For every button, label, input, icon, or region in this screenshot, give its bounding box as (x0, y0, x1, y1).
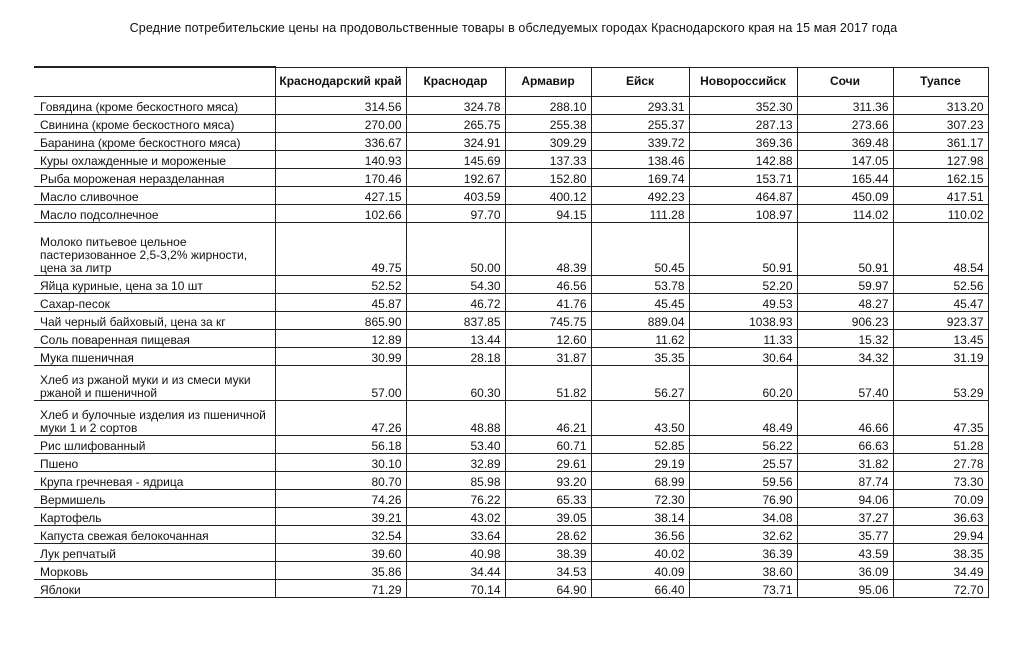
table-row (34, 366, 988, 401)
price-cell: 43.02 (406, 508, 505, 526)
column-header: Краснодарский край (275, 67, 406, 97)
price-cell: 110.02 (893, 205, 988, 223)
price-cell: 70.09 (893, 490, 988, 508)
product-name: Морковь (34, 562, 275, 580)
price-cell: 52.85 (591, 436, 689, 454)
price-cell: 923.37 (893, 312, 988, 330)
price-cell: 745.75 (505, 312, 591, 330)
price-cell: 352.30 (689, 97, 797, 115)
price-cell: 34.08 (689, 508, 797, 526)
price-cell: 53.29 (893, 366, 988, 401)
table-row (34, 436, 988, 454)
price-cell: 111.28 (591, 205, 689, 223)
price-cell: 13.44 (406, 330, 505, 348)
price-cell: 39.05 (505, 508, 591, 526)
product-name: Чай черный байховый, цена за кг (34, 312, 275, 330)
price-cell: 30.99 (275, 348, 406, 366)
price-cell: 255.38 (505, 115, 591, 133)
price-cell: 68.99 (591, 472, 689, 490)
table-row (34, 580, 988, 598)
price-cell: 12.60 (505, 330, 591, 348)
price-cell: 314.56 (275, 97, 406, 115)
product-name: Масло сливочное (34, 187, 275, 205)
price-cell: 137.33 (505, 151, 591, 169)
price-cell: 45.45 (591, 294, 689, 312)
table-row (34, 151, 988, 169)
price-cell: 38.39 (505, 544, 591, 562)
price-cell: 36.09 (797, 562, 893, 580)
page-title: Средние потребительские цены на продовольственные товары в обследуемых городах Краснодарского края на 15 мая 2017 года (129, 21, 898, 35)
product-name: Пшено (34, 454, 275, 472)
price-cell: 49.75 (275, 223, 406, 276)
price-cell: 140.93 (275, 151, 406, 169)
price-cell: 29.19 (591, 454, 689, 472)
price-cell: 307.23 (893, 115, 988, 133)
price-cell: 66.40 (591, 580, 689, 598)
price-cell: 369.48 (797, 133, 893, 151)
price-cell: 51.28 (893, 436, 988, 454)
table-row (34, 544, 988, 562)
table-row (34, 115, 988, 133)
price-cell: 450.09 (797, 187, 893, 205)
price-cell: 32.54 (275, 526, 406, 544)
price-cell: 35.77 (797, 526, 893, 544)
product-name: Свинина (кроме бескостного мяса) (34, 115, 275, 133)
price-cell: 95.06 (797, 580, 893, 598)
price-cell: 48.88 (406, 401, 505, 436)
product-name: Рис шлифованный (34, 436, 275, 454)
price-cell: 1038.93 (689, 312, 797, 330)
product-name: Яблоки (34, 580, 275, 598)
price-cell: 142.88 (689, 151, 797, 169)
price-cell: 46.56 (505, 276, 591, 294)
column-header: Армавир (505, 67, 591, 97)
price-cell: 889.04 (591, 312, 689, 330)
price-cell: 34.49 (893, 562, 988, 580)
price-cell: 464.87 (689, 187, 797, 205)
product-name: Яйца куриные, цена за 10 шт (34, 276, 275, 294)
price-cell: 30.10 (275, 454, 406, 472)
price-cell: 73.30 (893, 472, 988, 490)
product-name: Картофель (34, 508, 275, 526)
price-cell: 51.82 (505, 366, 591, 401)
price-cell: 87.74 (797, 472, 893, 490)
table-row (34, 223, 988, 276)
price-cell: 170.46 (275, 169, 406, 187)
column-header: Ейск (591, 67, 689, 97)
table-row (34, 97, 988, 115)
price-cell: 102.66 (275, 205, 406, 223)
price-cell: 169.74 (591, 169, 689, 187)
product-name: Вермишель (34, 490, 275, 508)
price-cell: 94.15 (505, 205, 591, 223)
product-name: Соль поваренная пищевая (34, 330, 275, 348)
price-cell: 85.98 (406, 472, 505, 490)
price-cell: 46.66 (797, 401, 893, 436)
price-cell: 165.44 (797, 169, 893, 187)
price-cell: 12.89 (275, 330, 406, 348)
price-cell: 255.37 (591, 115, 689, 133)
product-name: Молоко питьевое цельное пастеризованное 2,5-3,2% жирности, цена за литр (34, 223, 275, 276)
price-cell: 47.35 (893, 401, 988, 436)
price-cell: 50.45 (591, 223, 689, 276)
product-name: Говядина (кроме бескостного мяса) (34, 97, 275, 115)
price-cell: 50.91 (797, 223, 893, 276)
price-cell: 48.39 (505, 223, 591, 276)
price-cell: 35.35 (591, 348, 689, 366)
price-cell: 50.00 (406, 223, 505, 276)
price-cell: 37.27 (797, 508, 893, 526)
product-name: Сахар-песок (34, 294, 275, 312)
price-cell: 70.14 (406, 580, 505, 598)
table-row (34, 169, 988, 187)
price-cell: 32.89 (406, 454, 505, 472)
product-name: Куры охлажденные и мороженые (34, 151, 275, 169)
price-cell: 324.78 (406, 97, 505, 115)
price-cell: 48.49 (689, 401, 797, 436)
price-cell: 52.56 (893, 276, 988, 294)
price-cell: 324.91 (406, 133, 505, 151)
table-row (34, 508, 988, 526)
price-cell: 147.05 (797, 151, 893, 169)
price-cell: 34.32 (797, 348, 893, 366)
column-header: Сочи (797, 67, 893, 97)
price-cell: 76.90 (689, 490, 797, 508)
price-cell: 93.20 (505, 472, 591, 490)
price-cell: 64.90 (505, 580, 591, 598)
price-cell: 60.71 (505, 436, 591, 454)
product-name: Крупа гречневая - ядрица (34, 472, 275, 490)
column-header: Новороссийск (689, 67, 797, 97)
price-cell: 11.33 (689, 330, 797, 348)
table-row (34, 454, 988, 472)
price-cell: 492.23 (591, 187, 689, 205)
table-row (34, 401, 988, 436)
table-row (34, 133, 988, 151)
price-cell: 53.78 (591, 276, 689, 294)
price-cell: 145.69 (406, 151, 505, 169)
price-cell: 906.23 (797, 312, 893, 330)
price-cell: 50.91 (689, 223, 797, 276)
price-cell: 59.56 (689, 472, 797, 490)
price-cell: 361.17 (893, 133, 988, 151)
header-corner (34, 67, 275, 97)
price-cell: 45.47 (893, 294, 988, 312)
price-cell: 72.30 (591, 490, 689, 508)
price-cell: 38.14 (591, 508, 689, 526)
price-cell: 11.62 (591, 330, 689, 348)
price-cell: 36.56 (591, 526, 689, 544)
product-name: Хлеб и булочные изделия из пшеничной муки 1 и 2 сортов (34, 401, 275, 436)
price-cell: 76.22 (406, 490, 505, 508)
price-cell: 265.75 (406, 115, 505, 133)
price-cell: 311.36 (797, 97, 893, 115)
price-cell: 60.30 (406, 366, 505, 401)
price-cell: 48.54 (893, 223, 988, 276)
price-cell: 403.59 (406, 187, 505, 205)
price-cell: 40.09 (591, 562, 689, 580)
price-cell: 48.27 (797, 294, 893, 312)
price-cell: 31.82 (797, 454, 893, 472)
price-cell: 27.78 (893, 454, 988, 472)
table-row (34, 294, 988, 312)
price-cell: 288.10 (505, 97, 591, 115)
table-row (34, 276, 988, 294)
price-cell: 43.59 (797, 544, 893, 562)
price-cell: 152.80 (505, 169, 591, 187)
price-cell: 52.52 (275, 276, 406, 294)
price-cell: 400.12 (505, 187, 591, 205)
price-cell: 270.00 (275, 115, 406, 133)
price-cell: 38.35 (893, 544, 988, 562)
price-cell: 273.66 (797, 115, 893, 133)
price-cell: 39.21 (275, 508, 406, 526)
price-cell: 94.06 (797, 490, 893, 508)
price-cell: 40.02 (591, 544, 689, 562)
price-cell: 73.71 (689, 580, 797, 598)
price-cell: 293.31 (591, 97, 689, 115)
price-cell: 287.13 (689, 115, 797, 133)
price-cell: 57.00 (275, 366, 406, 401)
price-cell: 369.36 (689, 133, 797, 151)
product-name: Хлеб из ржаной муки и из смеси муки ржаной и пшеничной (34, 366, 275, 401)
price-cell: 108.97 (689, 205, 797, 223)
price-cell: 15.32 (797, 330, 893, 348)
price-cell: 36.63 (893, 508, 988, 526)
price-cell: 339.72 (591, 133, 689, 151)
price-cell: 54.30 (406, 276, 505, 294)
price-cell: 29.61 (505, 454, 591, 472)
price-cell: 46.21 (505, 401, 591, 436)
column-header: Туапсе (893, 67, 988, 97)
price-cell: 57.40 (797, 366, 893, 401)
price-cell: 192.67 (406, 169, 505, 187)
price-table (34, 66, 989, 598)
price-cell: 41.76 (505, 294, 591, 312)
price-cell: 31.87 (505, 348, 591, 366)
price-cell: 53.40 (406, 436, 505, 454)
table-row (34, 490, 988, 508)
table-row (34, 187, 988, 205)
price-cell: 65.33 (505, 490, 591, 508)
price-cell: 52.20 (689, 276, 797, 294)
table-row (34, 205, 988, 223)
price-cell: 66.63 (797, 436, 893, 454)
price-cell: 46.72 (406, 294, 505, 312)
price-cell: 35.86 (275, 562, 406, 580)
price-cell: 865.90 (275, 312, 406, 330)
price-cell: 56.22 (689, 436, 797, 454)
price-cell: 43.50 (591, 401, 689, 436)
price-cell: 47.26 (275, 401, 406, 436)
price-cell: 28.62 (505, 526, 591, 544)
product-name: Капуста свежая белокочанная (34, 526, 275, 544)
price-cell: 138.46 (591, 151, 689, 169)
price-cell: 72.70 (893, 580, 988, 598)
price-cell: 34.53 (505, 562, 591, 580)
price-cell: 127.98 (893, 151, 988, 169)
price-cell: 32.62 (689, 526, 797, 544)
price-cell: 309.29 (505, 133, 591, 151)
price-cell: 427.15 (275, 187, 406, 205)
price-cell: 39.60 (275, 544, 406, 562)
header-row (34, 67, 988, 97)
price-cell: 162.15 (893, 169, 988, 187)
price-cell: 56.18 (275, 436, 406, 454)
price-cell: 59.97 (797, 276, 893, 294)
price-cell: 28.18 (406, 348, 505, 366)
product-name: Масло подсолнечное (34, 205, 275, 223)
table-row (34, 330, 988, 348)
price-cell: 313.20 (893, 97, 988, 115)
price-cell: 33.64 (406, 526, 505, 544)
price-cell: 97.70 (406, 205, 505, 223)
price-cell: 49.53 (689, 294, 797, 312)
product-name: Лук репчатый (34, 544, 275, 562)
product-name: Рыба мороженая неразделанная (34, 169, 275, 187)
price-cell: 417.51 (893, 187, 988, 205)
column-header: Краснодар (406, 67, 505, 97)
price-cell: 38.60 (689, 562, 797, 580)
price-cell: 80.70 (275, 472, 406, 490)
price-cell: 25.57 (689, 454, 797, 472)
table-row (34, 348, 988, 366)
price-cell: 45.87 (275, 294, 406, 312)
price-cell: 30.64 (689, 348, 797, 366)
price-cell: 60.20 (689, 366, 797, 401)
price-cell: 13.45 (893, 330, 988, 348)
table-row (34, 526, 988, 544)
price-cell: 56.27 (591, 366, 689, 401)
price-cell: 40.98 (406, 544, 505, 562)
price-cell: 29.94 (893, 526, 988, 544)
product-name: Баранина (кроме бескостного мяса) (34, 133, 275, 151)
price-cell: 71.29 (275, 580, 406, 598)
price-cell: 74.26 (275, 490, 406, 508)
price-cell: 34.44 (406, 562, 505, 580)
table-row (34, 312, 988, 330)
price-cell: 336.67 (275, 133, 406, 151)
price-cell: 36.39 (689, 544, 797, 562)
price-cell: 114.02 (797, 205, 893, 223)
table-row (34, 472, 988, 490)
price-cell: 837.85 (406, 312, 505, 330)
product-name: Мука пшеничная (34, 348, 275, 366)
price-cell: 153.71 (689, 169, 797, 187)
price-cell: 31.19 (893, 348, 988, 366)
table-row (34, 562, 988, 580)
